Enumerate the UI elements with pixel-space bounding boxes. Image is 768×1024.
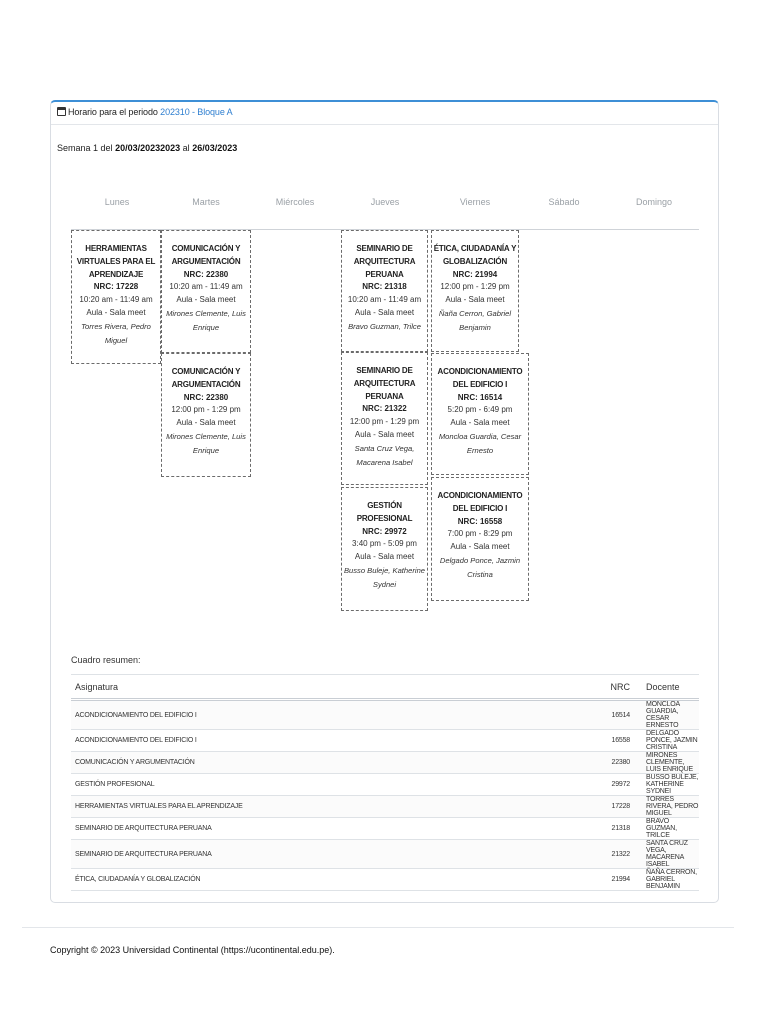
class-teacher: Ñaña Cerron, Gabriel Benjamin (438, 308, 512, 332)
table-row (71, 774, 699, 796)
cell-subject: SEMINARIO DE ARQUITECTURA PERUANA (71, 818, 286, 840)
col-teacher: Docente (642, 675, 699, 700)
class-room: Aula - Sala meet (176, 295, 236, 305)
summary-label: Cuadro resumen: (71, 655, 141, 665)
class-title: ACONDICIONAMIENTO DEL EDIFICIO I (437, 367, 523, 389)
copyright: Copyright © 2023 Universidad Continental (https://ucontinental.edu.pe). (50, 945, 335, 955)
cell-subject: ACONDICIONAMIENTO DEL EDIFICIO I (71, 730, 286, 752)
class-room: Aula - Sala meet (176, 418, 236, 428)
col-nrc: NRC (286, 675, 642, 700)
class-title: GESTIÓN PROFESIONAL (356, 501, 413, 523)
cell-nrc: 21322 (286, 840, 642, 869)
cell-nrc: 21318 (286, 818, 642, 840)
class-title: ÉTICA, CIUDADANÍA Y GLOBALIZACIÓN (433, 244, 517, 266)
class-teacher: Bravo Guzman, Trilce (348, 321, 421, 331)
class-nrc: NRC: 22380 (183, 269, 229, 279)
cell-teacher: ÑAÑA CERRON, GABRIEL BENJAMIN (642, 869, 699, 891)
cell-teacher: MONCLOA GUARDIA, CESAR ERNESTO (642, 700, 699, 730)
class-time: 12:00 pm - 1:29 pm (440, 282, 510, 292)
class-room: Aula - Sala meet (354, 552, 415, 562)
cell-teacher: DELGADO PONCE, JAZMIN CRISTINA (642, 730, 699, 752)
cell-teacher: SANTA CRUZ VEGA, MACARENA ISABEL (642, 840, 699, 869)
cell-nrc: 17228 (286, 796, 642, 818)
summary-header-row (71, 675, 699, 700)
class-time: 10:20 am - 11:49 am (79, 295, 153, 305)
table-row (71, 818, 699, 840)
footer-divider (22, 927, 734, 928)
class-block[interactable] (71, 230, 161, 364)
cell-nrc: 29972 (286, 774, 642, 796)
card-header (51, 102, 718, 125)
class-nrc: NRC: 16558 (457, 516, 503, 526)
class-nrc: NRC: 22380 (183, 392, 229, 402)
summary-table (71, 674, 699, 891)
week-sep: al (182, 143, 190, 153)
cell-teacher: MIRONES CLEMENTE, LUIS ENRIQUE (642, 752, 699, 774)
table-row (71, 796, 699, 818)
class-nrc: NRC: 21322 (362, 404, 407, 414)
class-time: 12:00 pm - 1:29 pm (349, 417, 420, 427)
class-title: ACONDICIONAMIENTO DEL EDIFICIO I (437, 491, 523, 513)
class-nrc: NRC: 17228 (93, 282, 139, 292)
class-time: 3:40 pm - 5:09 pm (352, 539, 417, 549)
schedule-card (50, 100, 719, 903)
class-title: SEMINARIO DE ARQUITECTURA PERUANA (353, 366, 416, 401)
class-block[interactable] (341, 352, 428, 485)
class-teacher: Delgado Ponce, Jazmin Cristina (439, 555, 521, 579)
cell-subject: HERRAMIENTAS VIRTUALES PARA EL APRENDIZAJE (71, 796, 286, 818)
class-teacher: Mirones Clemente, Luis Enrique (166, 308, 246, 332)
table-row (71, 700, 699, 730)
class-nrc: NRC: 21994 (452, 269, 498, 279)
class-time: 7:00 pm - 8:29 pm (447, 529, 513, 539)
day-viernes: Viernes (459, 197, 491, 207)
cell-subject: ACONDICIONAMIENTO DEL EDIFICIO I (71, 700, 286, 730)
cell-teacher: BRAVO GUZMAN, TRILCE (642, 818, 699, 840)
class-block[interactable] (341, 487, 428, 611)
class-teacher: Moncloa Guardia, Cesar Ernesto (438, 431, 522, 455)
class-time: 5:20 pm - 6:49 pm (447, 405, 513, 415)
week-end: 26/03/2023 (192, 143, 238, 153)
cell-subject: GESTIÓN PROFESIONAL (71, 774, 286, 796)
day-jueves: Jueves (370, 197, 400, 207)
cell-nrc: 22380 (286, 752, 642, 774)
week-prefix: Semana 1 del (57, 143, 113, 153)
class-block[interactable] (161, 353, 251, 477)
class-nrc: NRC: 16514 (457, 392, 503, 402)
class-room: Aula - Sala meet (450, 542, 510, 552)
cell-nrc: 21994 (286, 869, 642, 891)
class-room: Aula - Sala meet (354, 429, 415, 439)
table-row (71, 752, 699, 774)
table-row (71, 730, 699, 752)
day-lunes: Lunes (104, 197, 130, 207)
class-room: Aula - Sala meet (450, 418, 510, 428)
class-time: 10:20 am - 11:49 am (169, 282, 243, 292)
week-start: 20/03/20232023 (115, 143, 181, 153)
class-teacher: Mirones Clemente, Luis Enrique (166, 431, 246, 455)
cell-subject: ÉTICA, CIUDADANÍA Y GLOBALIZACIÓN (71, 869, 286, 891)
class-title: HERRAMIENTAS VIRTUALES PARA EL APRENDIZAJE (76, 244, 156, 279)
day-domingo: Domingo (635, 197, 673, 207)
week-range (57, 143, 237, 153)
cell-teacher: BUSSO BULEJE, KATHERINE SYDNEI (642, 774, 699, 796)
class-teacher: Santa Cruz Vega, Macarena Isabel (354, 443, 415, 467)
class-title: COMUNICACIÓN Y ARGUMENTACIÓN (171, 244, 241, 266)
period-link[interactable]: 202310 - Bloque A (160, 107, 233, 117)
class-nrc: NRC: 21318 (362, 282, 407, 292)
class-block[interactable] (341, 230, 428, 352)
cell-teacher: TORRES RIVERA, PEDRO MIGUEL (642, 796, 699, 818)
day-martes: Martes (192, 197, 220, 207)
cell-nrc: 16558 (286, 730, 642, 752)
day-miercoles: Miércoles (275, 197, 315, 207)
col-subject: Asignatura (71, 675, 286, 700)
class-teacher: Busso Buleje, Katherine Sydnei (343, 565, 426, 589)
cell-nrc: 16514 (286, 700, 642, 730)
class-time: 12:00 pm - 1:29 pm (171, 405, 241, 415)
class-block[interactable] (161, 230, 251, 353)
class-room: Aula - Sala meet (445, 295, 505, 305)
class-title: SEMINARIO DE ARQUITECTURA PERUANA (353, 244, 416, 279)
class-block[interactable] (431, 477, 529, 601)
class-room: Aula - Sala meet (86, 307, 146, 317)
table-row (71, 840, 699, 869)
day-sabado: Sábado (548, 197, 580, 207)
class-title: COMUNICACIÓN Y ARGUMENTACIÓN (171, 367, 241, 389)
cell-subject: COMUNICACIÓN Y ARGUMENTACIÓN (71, 752, 286, 774)
calendar-icon (57, 107, 66, 116)
cell-subject: SEMINARIO DE ARQUITECTURA PERUANA (71, 840, 286, 869)
class-time: 10:20 am - 11:49 am (347, 295, 422, 305)
table-row (71, 869, 699, 891)
header-prefix: Horario para el periodo (68, 107, 158, 117)
class-teacher: Torres Rivera, Pedro Miguel (81, 321, 151, 345)
class-block[interactable] (431, 353, 529, 475)
class-block[interactable] (431, 230, 519, 352)
class-room: Aula - Sala meet (354, 307, 415, 317)
class-nrc: NRC: 29972 (362, 526, 407, 536)
